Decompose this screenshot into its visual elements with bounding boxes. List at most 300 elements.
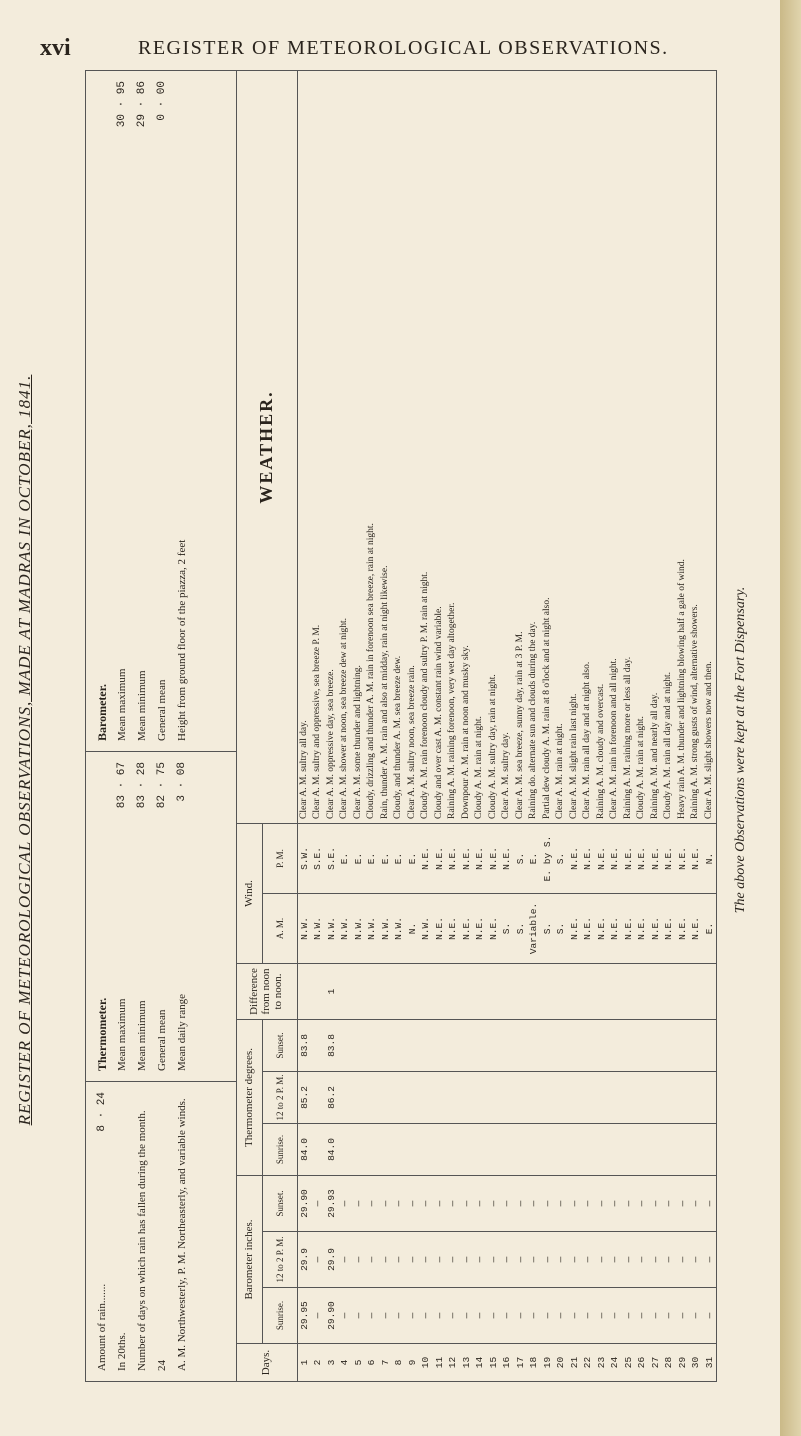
barometer-2pm-cell: — bbox=[582, 1256, 593, 1263]
thermometer-2pm-cell bbox=[635, 1072, 649, 1123]
wind-am-cell: S. bbox=[541, 922, 553, 935]
thermometer-2pm-cell bbox=[703, 1072, 717, 1123]
barometer-column bbox=[236, 1175, 716, 1343]
thermometer-sunrise-cell bbox=[433, 1124, 447, 1175]
weather-cell: Clear A. M. rain at night. bbox=[555, 723, 565, 819]
barometer-summary-row bbox=[172, 81, 192, 741]
wind-pm-cell: S.E. bbox=[312, 847, 323, 870]
wind-pm-cell: E. by S. bbox=[541, 835, 553, 882]
barometer-sunrise-cell: — bbox=[622, 1312, 634, 1319]
thermometer-sunrise-cell bbox=[460, 1124, 474, 1175]
difference-cell bbox=[433, 964, 447, 1019]
weather-cell: Raining A. M. raining more or less all day. bbox=[622, 656, 633, 819]
thermometer-2pm-cell bbox=[568, 1072, 582, 1123]
thermometer-sunset-cell bbox=[500, 1020, 514, 1071]
barometer-sunrise-cell: — bbox=[582, 1312, 593, 1319]
day-cell: 26 bbox=[636, 1356, 647, 1369]
wind-pm-cell: N.E. bbox=[676, 847, 688, 870]
wind-pm-cell: N.E. bbox=[622, 847, 634, 870]
wind-column bbox=[236, 823, 716, 963]
wind-pm-cell: E. bbox=[528, 852, 539, 865]
difference-cell bbox=[527, 964, 541, 1019]
barometer-sunrise-cell: — bbox=[636, 1312, 647, 1319]
wind-pm-cell: N.E. bbox=[501, 847, 512, 870]
barometer-2pm-cell: — bbox=[636, 1256, 647, 1263]
barometer-sunrise-cell: — bbox=[595, 1312, 607, 1319]
difference-cell bbox=[676, 964, 690, 1019]
barometer-sunset-cell: — bbox=[487, 1200, 499, 1207]
thermometer-sunset-cell bbox=[392, 1020, 406, 1071]
barometer-summary-row-value: 29 · 86 bbox=[136, 81, 148, 128]
wind-am-cell: N.E. bbox=[676, 917, 688, 940]
wind-am-cell: N.E. bbox=[609, 917, 620, 940]
barometer-2pm-header: 12 to 2 P. M. bbox=[263, 1232, 298, 1287]
thermometer-sunrise-cell bbox=[622, 1124, 636, 1175]
wind-am-cell: N.E. bbox=[447, 917, 458, 940]
thermometer-sunset-cell bbox=[365, 1020, 379, 1071]
wind-am-cell: N.W. bbox=[312, 917, 323, 940]
thermometer-2pm-cell bbox=[433, 1072, 447, 1123]
barometer-header: Barometer inches. bbox=[236, 1176, 263, 1343]
thermometer-sunrise-cell bbox=[392, 1124, 406, 1175]
wind-am-cell: S. bbox=[555, 922, 566, 935]
barometer-sunset-cell: — bbox=[379, 1200, 391, 1207]
thermometer-sunset-cell bbox=[460, 1020, 474, 1071]
barometer-sunrise-cell: — bbox=[703, 1312, 715, 1319]
thermometer-sunset-cell bbox=[379, 1020, 393, 1071]
thermometer-summary-row-value: 83 · 67 bbox=[116, 762, 128, 809]
barometer-2pm-cell: — bbox=[366, 1256, 377, 1263]
day-cell: 30 bbox=[690, 1356, 701, 1369]
barometer-summary-row bbox=[152, 81, 172, 741]
wind-pm-header: P. M. bbox=[263, 824, 298, 893]
barometer-sunset-cell: — bbox=[703, 1200, 715, 1207]
wind-am-cell: N.E. bbox=[582, 917, 593, 940]
day-cell: 27 bbox=[649, 1356, 661, 1369]
thermometer-2pm-cell bbox=[622, 1072, 636, 1123]
barometer-sunrise-cell: 29.95 bbox=[298, 1301, 310, 1330]
barometer-sunset-cell: 29.90 bbox=[298, 1189, 310, 1218]
wind-am-cell: Variable. bbox=[528, 902, 539, 955]
thermometer-sunset-cell bbox=[514, 1020, 528, 1071]
thermometer-sunset-cell bbox=[406, 1020, 420, 1071]
difference-cell bbox=[419, 964, 433, 1019]
thermometer-sunrise-cell bbox=[554, 1124, 568, 1175]
weather-cell: Clear A. M. sultry all day. bbox=[298, 720, 309, 819]
register-table-rotated bbox=[86, 71, 716, 1381]
thermometer-sunset-cell bbox=[689, 1020, 703, 1071]
day-cell: 15 bbox=[487, 1356, 499, 1369]
footer-note: The above Observations were kept at the Fort Dispensary. bbox=[733, 586, 748, 914]
summary-block bbox=[86, 71, 237, 1381]
rain-amount-value: 8 · 24 bbox=[96, 1092, 108, 1132]
weather-cell: Clear A. M. sea breeze, sunny day, rain at 3 P. M. bbox=[514, 631, 525, 819]
weather-cell: Clear A. M. sultry and oppressive, sea breeze P. M. bbox=[312, 624, 322, 819]
thermometer-2pm-cell bbox=[595, 1072, 609, 1123]
weather-cell: Clear A. M. slight showers now and then. bbox=[703, 661, 714, 819]
weather-cell: Clear A. M. sultry day. bbox=[501, 732, 511, 819]
barometer-2pm-cell: — bbox=[447, 1256, 458, 1263]
thermometer-sunrise-cell bbox=[419, 1124, 433, 1175]
barometer-sunrise-cell: — bbox=[501, 1312, 512, 1319]
difference-cell bbox=[298, 964, 312, 1019]
thermometer-summary-row bbox=[172, 762, 192, 1071]
difference-cell bbox=[500, 964, 514, 1019]
thermometer-sunrise-cell bbox=[473, 1124, 487, 1175]
thermometer-sunrise-cell bbox=[568, 1124, 582, 1175]
barometer-sunrise-cell: — bbox=[366, 1312, 377, 1319]
thermometer-2pm-cell bbox=[541, 1072, 555, 1123]
thermometer-2pm-cell bbox=[527, 1072, 541, 1123]
weather-cell: Cloudy A. M. rain all day and at night. bbox=[663, 672, 673, 819]
barometer-sunset-cell: — bbox=[474, 1200, 485, 1207]
day-cell: 18 bbox=[528, 1356, 539, 1369]
barometer-2pm-cell: — bbox=[663, 1256, 674, 1263]
barometer-sunrise-cell: — bbox=[690, 1312, 701, 1319]
thermometer-sunrise-header: Sunrise. bbox=[263, 1124, 298, 1175]
day-cell: 3 bbox=[325, 1359, 337, 1366]
day-cell: 25 bbox=[622, 1356, 634, 1369]
barometer-sunrise-cell: — bbox=[568, 1312, 580, 1319]
barometer-summary-row-label: Mean minimum bbox=[136, 670, 148, 741]
wind-pm-cell: N.E. bbox=[487, 847, 499, 870]
weather-cell: Clear A. M. sultry noon, sea breeze rain. bbox=[406, 665, 417, 819]
wind-pm-cell: S.W. bbox=[298, 847, 310, 870]
barometer-sunrise-cell: — bbox=[528, 1312, 539, 1319]
day-cell: 19 bbox=[541, 1356, 553, 1369]
day-cell: 29 bbox=[676, 1356, 688, 1369]
thermometer-sunset-cell bbox=[487, 1020, 501, 1071]
weather-cell: Raining A. M. strong gusts of wind, alternative showers. bbox=[690, 604, 700, 819]
thermometer-sunset-cell bbox=[662, 1020, 676, 1071]
thermometer-2pm-cell bbox=[392, 1072, 406, 1123]
thermometer-summary-row bbox=[152, 762, 172, 1071]
thermometer-sunrise-cell bbox=[595, 1124, 609, 1175]
barometer-sunset-cell: — bbox=[447, 1200, 458, 1207]
thermometer-sunrise-cell bbox=[365, 1124, 379, 1175]
weather-cell: Cloudy A. M. rain at night. bbox=[474, 716, 484, 819]
wind-pm-cell: N. bbox=[703, 852, 715, 865]
wind-am-cell: N.W. bbox=[298, 917, 310, 940]
difference-cell bbox=[514, 964, 528, 1019]
thermometer-summary-row-value: 3 · 08 bbox=[176, 762, 188, 802]
wind-pm-cell: N.E. bbox=[609, 847, 620, 870]
thermometer-sunset-cell bbox=[419, 1020, 433, 1071]
barometer-2pm-cell: — bbox=[595, 1256, 607, 1263]
difference-cell bbox=[703, 964, 717, 1019]
thermometer-sunrise-cell bbox=[541, 1124, 555, 1175]
thermometer-sunrise-cell bbox=[581, 1124, 595, 1175]
barometer-sunrise-cell: — bbox=[447, 1312, 458, 1319]
day-cell: 4 bbox=[339, 1359, 350, 1366]
thermometer-sunset-cell bbox=[676, 1020, 690, 1071]
thermometer-sunrise-cell bbox=[527, 1124, 541, 1175]
thermometer-2pm-cell bbox=[419, 1072, 433, 1123]
thermometer-2pm-cell bbox=[338, 1072, 352, 1123]
difference-cell bbox=[608, 964, 622, 1019]
thermometer-sunset-cell bbox=[446, 1020, 460, 1071]
difference-cell bbox=[352, 964, 366, 1019]
weather-column bbox=[236, 71, 716, 823]
barometer-sunset-cell: — bbox=[366, 1200, 377, 1207]
barometer-sunrise-cell: — bbox=[393, 1312, 404, 1319]
wind-am-cell: N.E. bbox=[595, 917, 607, 940]
thermometer-sunset-cell bbox=[338, 1020, 352, 1071]
wind-header: Wind. bbox=[236, 824, 263, 963]
weather-cell: Clear A. M. slight rain last night. bbox=[568, 693, 579, 819]
difference-cell bbox=[460, 964, 474, 1019]
wind-am-cell: N.W. bbox=[420, 917, 431, 940]
wind-am-cell: N.E. bbox=[487, 917, 499, 940]
difference-cell bbox=[649, 964, 663, 1019]
barometer-sunrise-header: Sunrise. bbox=[263, 1288, 298, 1343]
day-cell: 20 bbox=[555, 1356, 566, 1369]
barometer-2pm-cell: — bbox=[312, 1256, 323, 1263]
thermometer-header: Thermometer degrees. bbox=[236, 1020, 263, 1175]
barometer-sunrise-cell: — bbox=[487, 1312, 499, 1319]
wind-pm-cell: N.E. bbox=[460, 847, 472, 870]
wind-pm-cell: E. bbox=[339, 852, 350, 865]
thermometer-sunset-cell bbox=[649, 1020, 663, 1071]
barometer-sunset-cell: — bbox=[676, 1200, 688, 1207]
wind-pm-cell: S.E. bbox=[325, 847, 337, 870]
thermometer-sunset-cell bbox=[581, 1020, 595, 1071]
thermometer-sunrise-cell bbox=[514, 1124, 528, 1175]
thermometer-2pm-cell bbox=[581, 1072, 595, 1123]
wind-pm-cell: E. bbox=[366, 852, 377, 865]
barometer-summary bbox=[86, 71, 236, 751]
weather-cell: Raining A. M. and nearly all day. bbox=[649, 692, 660, 819]
weather-cell: Cloudy A. M. sultry day, rain at night. bbox=[487, 674, 498, 819]
barometer-2pm-cell: — bbox=[420, 1256, 431, 1263]
wind-am-cell: N.E. bbox=[649, 917, 661, 940]
barometer-summary-row bbox=[132, 81, 152, 741]
day-cell: 10 bbox=[420, 1356, 431, 1369]
thermometer-sunset-cell bbox=[622, 1020, 636, 1071]
thermometer-2pm-cell bbox=[608, 1072, 622, 1123]
rain-amount-unit: In 20ths. bbox=[116, 1332, 128, 1371]
difference-cell bbox=[581, 964, 595, 1019]
difference-cell bbox=[487, 964, 501, 1019]
difference-cell bbox=[473, 964, 487, 1019]
barometer-2pm-cell: 29.9 bbox=[325, 1248, 337, 1271]
barometer-sunset-cell: — bbox=[690, 1200, 701, 1207]
thermometer-2pm-cell bbox=[649, 1072, 663, 1123]
weather-cell: Clear A. M. oppressive day, sea breeze. bbox=[325, 669, 336, 819]
wind-am-cell: S. bbox=[514, 922, 526, 935]
wind-am-cell: N.E. bbox=[460, 917, 472, 940]
thermometer-2pm-cell bbox=[689, 1072, 703, 1123]
barometer-sunset-cell: — bbox=[433, 1200, 445, 1207]
wind-am-cell: N.E. bbox=[568, 917, 580, 940]
wind-pm-cell: E. bbox=[379, 852, 391, 865]
thermometer-sunrise-cell bbox=[500, 1124, 514, 1175]
barometer-sunset-cell: — bbox=[541, 1200, 553, 1207]
weather-cell: Cloudy, and thunder A. M. sea breeze dew. bbox=[393, 655, 403, 819]
barometer-sunrise-cell: — bbox=[514, 1312, 526, 1319]
day-cell: 9 bbox=[406, 1359, 418, 1366]
thermometer-sunrise-cell bbox=[311, 1124, 325, 1175]
thermometer-2pm-cell: 85.2 bbox=[298, 1086, 310, 1109]
barometer-2pm-cell: — bbox=[514, 1256, 526, 1263]
difference-cell bbox=[662, 964, 676, 1019]
barometer-sunset-cell: — bbox=[528, 1200, 539, 1207]
days-header: Days. bbox=[236, 1344, 298, 1381]
thermometer-summary-row-label: Mean minimum bbox=[136, 1000, 148, 1071]
wind-pm-cell: N.E. bbox=[663, 847, 674, 870]
barometer-summary-label: Barometer. bbox=[95, 684, 109, 741]
thermometer-sunset-cell bbox=[595, 1020, 609, 1071]
barometer-sunrise-cell: — bbox=[433, 1312, 445, 1319]
barometer-summary-row-label: Height from ground floor of the piazza, 2 feet bbox=[176, 539, 188, 741]
barometer-2pm-cell: — bbox=[501, 1256, 512, 1263]
barometer-summary-row-label: General mean bbox=[156, 679, 168, 741]
weather-header: WEATHER. bbox=[236, 71, 298, 823]
thermometer-sunset-cell: 83.8 bbox=[298, 1034, 310, 1057]
wind-am-cell: N.E. bbox=[622, 917, 634, 940]
wind-am-cell: N.W. bbox=[352, 917, 364, 940]
day-cell: 2 bbox=[312, 1359, 323, 1366]
weather-cell: Heavy rain A. M. thunder and lightning blowing half a gale of wind. bbox=[676, 559, 687, 819]
day-cell: 1 bbox=[298, 1359, 310, 1366]
thermometer-2pm-cell bbox=[514, 1072, 528, 1123]
thermometer-sunset-cell bbox=[703, 1020, 717, 1071]
difference-cell bbox=[554, 964, 568, 1019]
wind-pm-cell: N.E. bbox=[690, 847, 701, 870]
thermometer-summary-row bbox=[112, 762, 132, 1071]
barometer-sunrise-cell: 29.90 bbox=[325, 1301, 337, 1330]
wind-am-cell: N.E. bbox=[690, 917, 701, 940]
difference-cell bbox=[568, 964, 582, 1019]
thermometer-sunrise-cell bbox=[703, 1124, 717, 1175]
weather-cell: Cloudy A. M. rain forenoon cloudy and sultry P. M. rain at night. bbox=[420, 571, 430, 819]
rain-summary bbox=[86, 1081, 236, 1381]
wind-am-cell: N.W. bbox=[393, 917, 404, 940]
thermometer-sunset-cell bbox=[473, 1020, 487, 1071]
weather-cell: Raining A. M. cloudy and overcast. bbox=[595, 683, 606, 819]
page-number: xvi bbox=[40, 34, 71, 61]
day-cell: 12 bbox=[447, 1356, 458, 1369]
difference-cell bbox=[622, 964, 636, 1019]
barometer-2pm-cell: — bbox=[703, 1256, 715, 1263]
thermometer-2pm-cell bbox=[379, 1072, 393, 1123]
barometer-sunset-cell: — bbox=[595, 1200, 607, 1207]
barometer-2pm-cell: — bbox=[487, 1256, 499, 1263]
barometer-sunset-cell: — bbox=[501, 1200, 512, 1207]
observation-grid bbox=[236, 71, 716, 1381]
weather-cell: Clear A. M. rain all day and at night also. bbox=[582, 661, 592, 819]
thermometer-summary-row-value: 83 · 28 bbox=[136, 762, 148, 809]
day-cell: 28 bbox=[663, 1356, 674, 1369]
weather-cell: Clear A. M. shower at noon, sea breeze dew at night. bbox=[339, 617, 349, 819]
day-cell: 17 bbox=[514, 1356, 526, 1369]
barometer-sunrise-cell: — bbox=[312, 1312, 323, 1319]
barometer-sunset-cell: — bbox=[312, 1200, 323, 1207]
wind-am-cell: N.W. bbox=[366, 917, 377, 940]
rain-days-label: Number of days on which rain has fallen during the month. bbox=[136, 1110, 148, 1371]
thermometer-sunrise-cell bbox=[406, 1124, 420, 1175]
side-title: REGISTER OF METEOROLOGICAL OBSERVATIONS, MADE AT MADRAS IN OCTOBER, 1841. bbox=[15, 374, 34, 1126]
weather-cell: Downpour A. M. rain at noon and musky sky. bbox=[460, 645, 471, 819]
wind-pm-cell: E. bbox=[352, 852, 364, 865]
difference-cell bbox=[338, 964, 352, 1019]
barometer-sunrise-cell: — bbox=[555, 1312, 566, 1319]
thermometer-summary bbox=[86, 751, 236, 1081]
day-cell: 8 bbox=[393, 1359, 404, 1366]
thermometer-sunrise-cell bbox=[338, 1124, 352, 1175]
wind-am-cell: N.E. bbox=[474, 917, 485, 940]
thermometer-2pm-cell bbox=[365, 1072, 379, 1123]
barometer-2pm-cell: — bbox=[690, 1256, 701, 1263]
barometer-2pm-cell: — bbox=[649, 1256, 661, 1263]
wind-pm-cell: N.E. bbox=[474, 847, 485, 870]
weather-cell: Clear A. M. some thunder and lightning. bbox=[352, 665, 363, 819]
barometer-sunset-cell: — bbox=[393, 1200, 404, 1207]
barometer-2pm-cell: — bbox=[406, 1256, 418, 1263]
barometer-sunset-cell: — bbox=[582, 1200, 593, 1207]
barometer-sunset-cell: — bbox=[406, 1200, 418, 1207]
thermometer-sunset-cell: 83.8 bbox=[325, 1034, 337, 1057]
barometer-sunset-cell: — bbox=[352, 1200, 364, 1207]
wind-pm-cell: E. bbox=[393, 852, 404, 865]
day-cell: 23 bbox=[595, 1356, 607, 1369]
day-cell: 14 bbox=[474, 1356, 485, 1369]
barometer-sunset-cell: — bbox=[636, 1200, 647, 1207]
barometer-2pm-cell: — bbox=[352, 1256, 364, 1263]
thermometer-sunrise-cell bbox=[635, 1124, 649, 1175]
difference-cell bbox=[595, 964, 609, 1019]
difference-cell bbox=[446, 964, 460, 1019]
page-edge bbox=[780, 0, 801, 1436]
barometer-sunrise-cell: — bbox=[609, 1312, 620, 1319]
thermometer-2pm-cell: 86.2 bbox=[325, 1086, 337, 1109]
thermometer-sunrise-cell bbox=[649, 1124, 663, 1175]
barometer-sunrise-cell: — bbox=[379, 1312, 391, 1319]
barometer-2pm-cell: — bbox=[528, 1256, 539, 1263]
rain-wind-label: A. M. Northwesterly, P. M. Northeasterly, and variable winds. bbox=[176, 1098, 188, 1371]
thermometer-sunrise-cell bbox=[352, 1124, 366, 1175]
side-title-wrap bbox=[10, 80, 40, 1420]
day-cell: 31 bbox=[703, 1356, 715, 1369]
barometer-2pm-cell: — bbox=[541, 1256, 553, 1263]
barometer-summary-row-value: 0 · 00 bbox=[156, 81, 168, 121]
day-cell: 16 bbox=[501, 1356, 512, 1369]
barometer-summary-row bbox=[112, 81, 132, 741]
barometer-2pm-cell: — bbox=[568, 1256, 580, 1263]
barometer-2pm-cell: — bbox=[339, 1256, 350, 1263]
thermometer-summary-label: Thermometer. bbox=[95, 997, 109, 1071]
thermometer-sunset-cell bbox=[527, 1020, 541, 1071]
weather-cell: Cloudy, drizzling and thunder A. M. rain in forenoon sea breeze, rain at night. bbox=[366, 523, 376, 819]
difference-cell bbox=[365, 964, 379, 1019]
barometer-2pm-cell: — bbox=[393, 1256, 404, 1263]
difference-cell bbox=[406, 964, 420, 1019]
barometer-2pm-cell: — bbox=[609, 1256, 620, 1263]
barometer-sunrise-cell: — bbox=[420, 1312, 431, 1319]
thermometer-summary-row bbox=[132, 762, 152, 1071]
wind-pm-cell: N.E. bbox=[582, 847, 593, 870]
thermometer-2pm-cell bbox=[352, 1072, 366, 1123]
barometer-sunrise-cell: — bbox=[676, 1312, 688, 1319]
weather-cell: Raining do. alternate sun and clouds during the day. bbox=[528, 621, 538, 819]
thermometer-sunset-cell bbox=[352, 1020, 366, 1071]
barometer-sunset-cell: — bbox=[568, 1200, 580, 1207]
barometer-sunset-cell: — bbox=[622, 1200, 634, 1207]
thermometer-summary-row-label: Mean maximum bbox=[116, 998, 128, 1071]
barometer-sunset-cell: — bbox=[460, 1200, 472, 1207]
wind-am-cell: S. bbox=[501, 922, 512, 935]
day-cell: 5 bbox=[352, 1359, 364, 1366]
